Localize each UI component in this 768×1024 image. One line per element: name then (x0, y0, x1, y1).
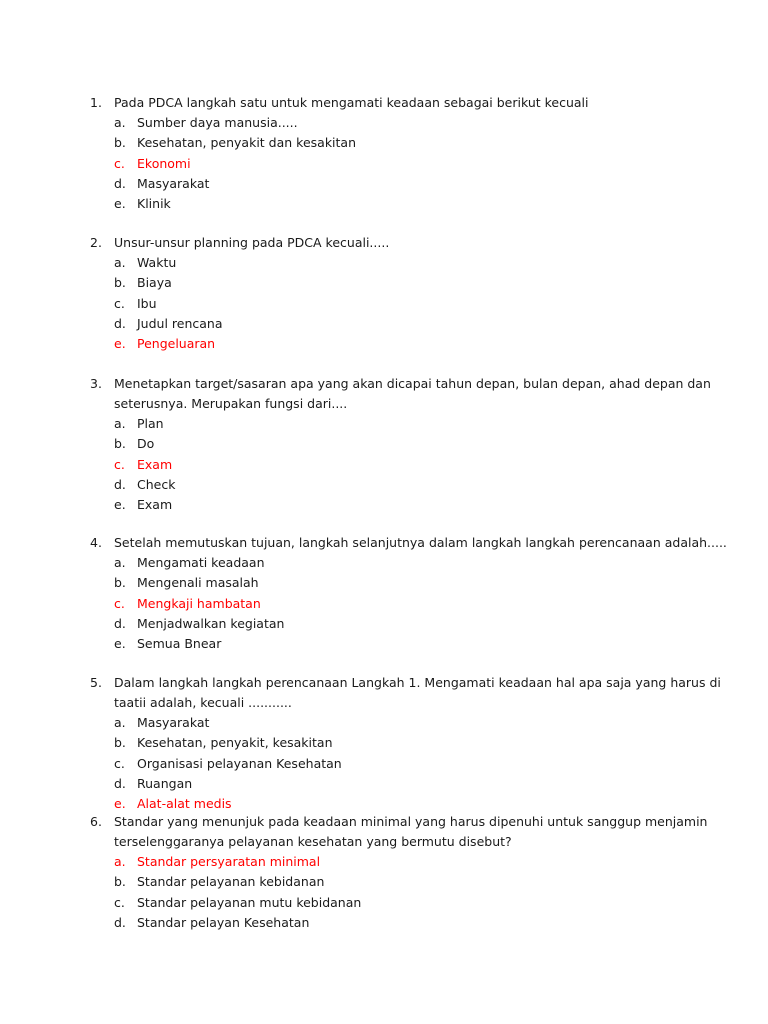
option-d (0, 174, 768, 194)
option-letter: a. (114, 715, 126, 730)
option-e (0, 495, 768, 515)
option-letter: c. (114, 894, 125, 910)
option-letter: c. (114, 755, 125, 771)
option-text: Pengeluaran (137, 336, 216, 351)
question-line (0, 693, 768, 713)
question-text: Setelah memutuskan tujuan, langkah selanjutnya dalam langkah langkah perencanaan adalah..... (114, 535, 727, 550)
option-text: Standar pelayanan kebidanan (137, 874, 325, 890)
option-letter: d. (114, 175, 126, 191)
question-line (0, 374, 768, 394)
question-line (0, 832, 768, 852)
option-a (0, 713, 768, 733)
option-text: Ruangan (137, 775, 193, 791)
option-text: Standar pelayan Kesehatan (137, 914, 310, 930)
option-d (0, 913, 768, 933)
option-c (0, 455, 768, 475)
option-letter: d. (114, 775, 126, 791)
option-b (0, 434, 768, 454)
option-letter: a. (114, 854, 126, 869)
option-letter: c. (114, 295, 125, 311)
question-text: Standar yang menunjuk pada keadaan minimal yang harus dipenuhi untuk sanggup menjamin (114, 814, 708, 829)
option-c (0, 294, 768, 314)
option-text: Exam (137, 456, 173, 472)
option-letter: e. (114, 497, 126, 512)
question-text: taatii adalah, kecuali ........... (114, 695, 292, 710)
option-text: Klinik (137, 196, 171, 211)
option-b (0, 133, 768, 153)
option-text: Exam (137, 497, 173, 512)
option-letter: b. (114, 735, 126, 751)
option-letter: b. (114, 575, 126, 591)
question-number: 6. (90, 814, 102, 829)
option-e (0, 194, 768, 214)
option-text: Ibu (137, 295, 157, 311)
option-d (0, 314, 768, 334)
option-letter: e. (114, 196, 126, 211)
option-letter: b. (114, 874, 126, 890)
option-text: Semua Bnear (137, 636, 222, 651)
option-b (0, 733, 768, 753)
option-letter: e. (114, 336, 126, 351)
option-letter: a. (114, 115, 126, 130)
option-text: Judul rencana (137, 315, 223, 331)
option-letter: b. (114, 135, 126, 151)
question-line (0, 394, 768, 414)
question-line (0, 812, 768, 832)
option-text: Biaya (137, 275, 172, 291)
option-list (0, 113, 768, 214)
question-line (0, 93, 768, 113)
question-6 (0, 812, 768, 933)
option-list (0, 414, 768, 515)
question-number: 3. (90, 376, 102, 391)
option-b (0, 573, 768, 593)
option-d (0, 614, 768, 634)
option-text: Standar pelayanan mutu kebidanan (137, 894, 362, 910)
option-a (0, 253, 768, 273)
option-letter: c. (114, 595, 125, 611)
option-letter: a. (114, 416, 126, 431)
question-text: terselenggaranya pelayanan kesehatan yang bermutu disebut? (114, 834, 512, 849)
question-number: 2. (90, 235, 102, 250)
option-text: Alat-alat medis (137, 796, 232, 811)
option-letter: b. (114, 275, 126, 291)
option-list (0, 553, 768, 654)
question-number: 5. (90, 675, 102, 690)
option-e (0, 634, 768, 654)
option-a (0, 852, 768, 872)
option-text: Waktu (137, 255, 177, 270)
option-d (0, 774, 768, 794)
question-5 (0, 673, 768, 814)
option-c (0, 754, 768, 774)
option-list (0, 852, 768, 933)
option-a (0, 113, 768, 133)
option-b (0, 872, 768, 892)
option-c (0, 893, 768, 913)
option-c (0, 154, 768, 174)
option-list (0, 253, 768, 354)
question-line (0, 673, 768, 693)
option-text: Mengamati keadaan (137, 555, 265, 570)
option-a (0, 553, 768, 573)
question-text: seterusnya. Merupakan fungsi dari.... (114, 396, 348, 411)
option-a (0, 414, 768, 434)
option-text: Plan (137, 416, 164, 431)
question-2 (0, 233, 768, 354)
option-text: Do (137, 436, 155, 452)
option-d (0, 475, 768, 495)
option-b (0, 273, 768, 293)
option-text: Check (137, 476, 176, 492)
option-letter: e. (114, 796, 126, 811)
option-text: Masyarakat (137, 175, 210, 191)
option-letter: d. (114, 615, 126, 631)
question-line (0, 233, 768, 253)
question-1 (0, 93, 768, 214)
option-letter: c. (114, 155, 125, 171)
option-c (0, 594, 768, 614)
option-text: Mengkaji hambatan (137, 595, 261, 611)
option-list (0, 713, 768, 814)
option-text: Mengenali masalah (137, 575, 259, 591)
option-letter: c. (114, 456, 125, 472)
question-line (0, 533, 768, 553)
question-number: 4. (90, 535, 102, 550)
option-text: Sumber daya manusia..... (137, 115, 298, 130)
question-4 (0, 533, 768, 654)
option-text: Kesehatan, penyakit, kesakitan (137, 735, 333, 751)
option-letter: a. (114, 255, 126, 270)
option-letter: e. (114, 636, 126, 651)
option-letter: d. (114, 914, 126, 930)
option-letter: d. (114, 315, 126, 331)
option-text: Masyarakat (137, 715, 210, 730)
question-number: 1. (90, 95, 102, 110)
question-text: Unsur-unsur planning pada PDCA kecuali..... (114, 235, 390, 250)
question-text: Pada PDCA langkah satu untuk mengamati keadaan sebagai berikut kecuali (114, 95, 589, 110)
option-letter: b. (114, 436, 126, 452)
option-text: Ekonomi (137, 155, 191, 171)
question-text: Dalam langkah langkah perencanaan Langkah 1. Mengamati keadaan hal apa saja yang harus di (114, 675, 721, 690)
option-text: Standar persyaratan minimal (137, 854, 321, 869)
option-text: Organisasi pelayanan Kesehatan (137, 755, 342, 771)
option-letter: d. (114, 476, 126, 492)
question-text: Menetapkan target/sasaran apa yang akan dicapai tahun depan, bulan depan, ahad depan dan (114, 376, 711, 391)
option-e (0, 334, 768, 354)
question-3 (0, 374, 768, 515)
option-text: Kesehatan, penyakit dan kesakitan (137, 135, 357, 151)
option-text: Menjadwalkan kegiatan (137, 615, 285, 631)
option-letter: a. (114, 555, 126, 570)
